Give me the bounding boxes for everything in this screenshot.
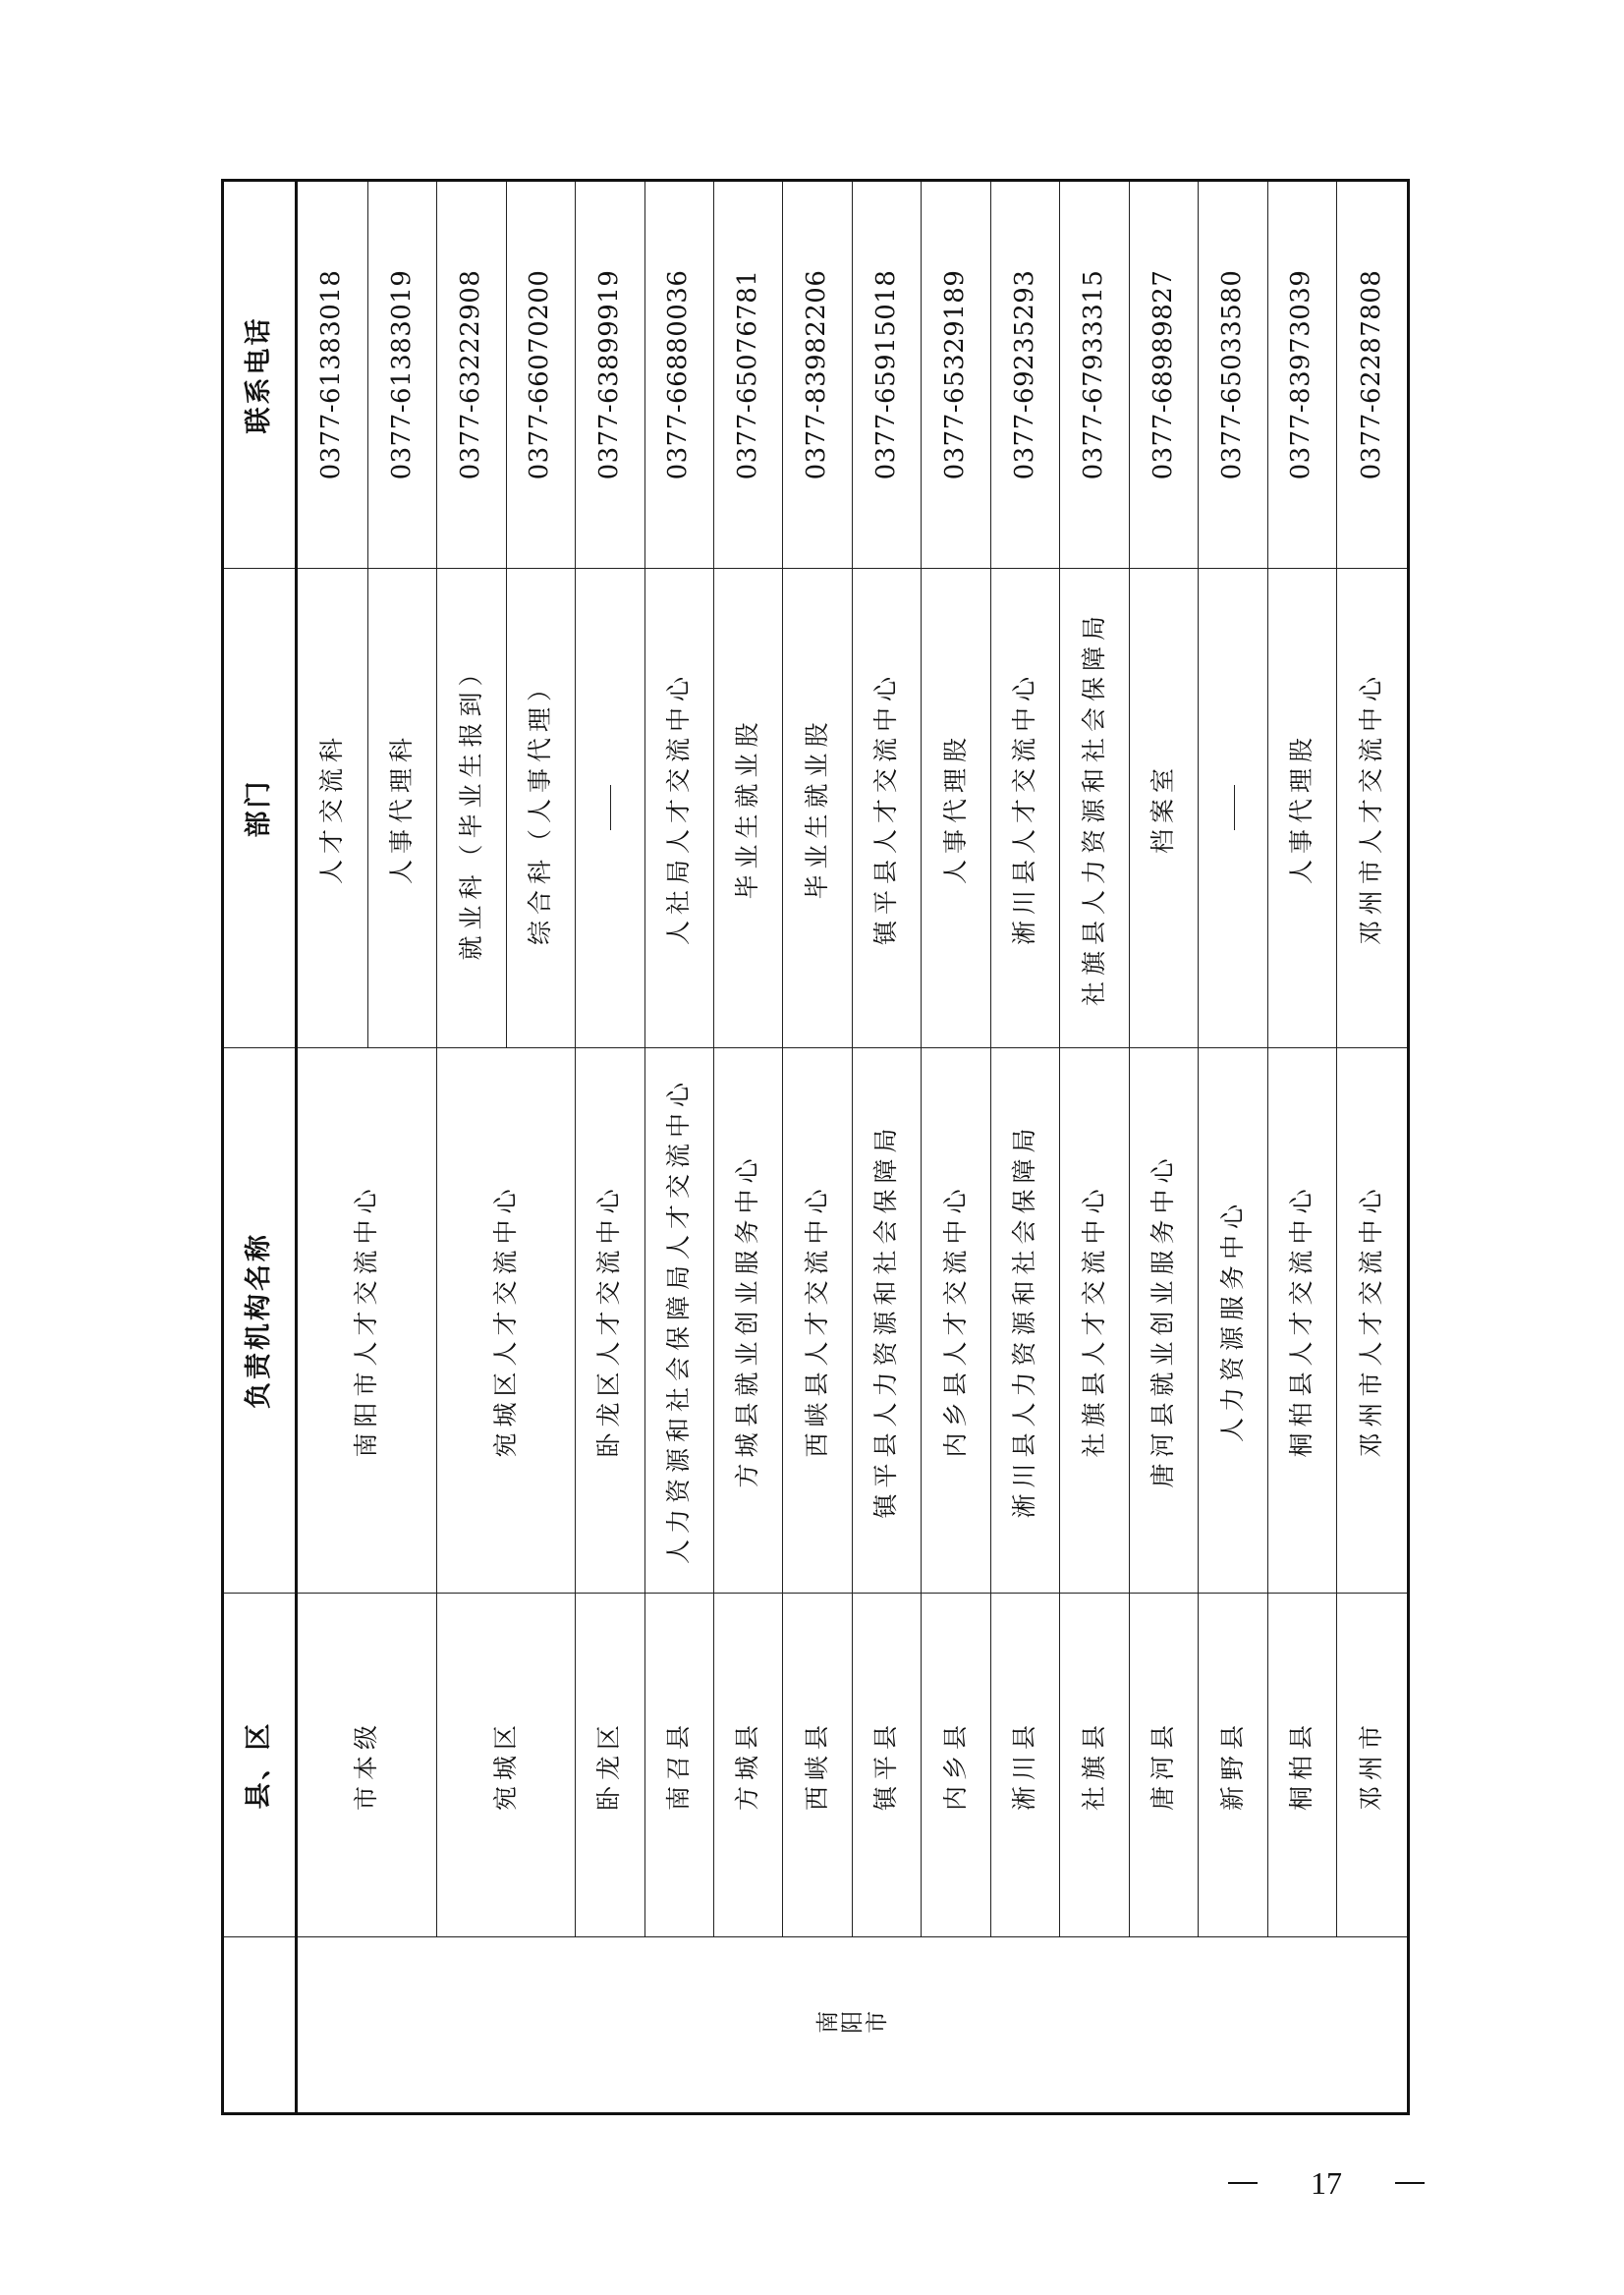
department-cell <box>1199 569 1267 1048</box>
phone-cell: 0377-62287808 <box>1337 181 1409 569</box>
institution-cell: 社旗县人才交流中心 <box>1060 1048 1129 1594</box>
institution-cell: 唐河县就业创业服务中心 <box>1129 1048 1198 1594</box>
county-cell: 市本级 <box>297 1594 437 1937</box>
rotated-table-sheet <box>221 182 1410 2115</box>
institution-cell: 宛城区人才交流中心 <box>437 1048 576 1594</box>
county-cell: 宛城区 <box>437 1594 576 1937</box>
department-cell: 淅川县人才交流中心 <box>990 569 1059 1048</box>
table-row <box>437 181 506 2114</box>
phone-cell: 0377-67933315 <box>1060 181 1129 569</box>
phone-cell: 0377-63222908 <box>437 181 506 569</box>
page-dash-right <box>1395 2182 1425 2184</box>
county-cell: 内乡县 <box>922 1594 990 1937</box>
department-cell: 人社局人才交流中心 <box>644 569 713 1048</box>
county-cell: 新野县 <box>1199 1594 1267 1937</box>
header-department: 部门 <box>223 569 297 1048</box>
phone-cell: 0377-83982206 <box>783 181 852 569</box>
institution-cell: 淅川县人力资源和社会保障局 <box>990 1048 1059 1594</box>
table-row <box>990 181 1059 2114</box>
institution-cell: 南阳市人才交流中心 <box>297 1048 437 1594</box>
department-cell: 人事代理股 <box>922 569 990 1048</box>
phone-cell: 0377-66880036 <box>644 181 713 569</box>
phone-cell: 0377-69235293 <box>990 181 1059 569</box>
city-cell: 南阳市 <box>297 1937 1409 2114</box>
phone-cell: 0377-63899919 <box>576 181 644 569</box>
department-cell: 人事代理股 <box>1267 569 1336 1048</box>
header-city <box>223 1937 297 2114</box>
table-row <box>1199 181 1267 2114</box>
county-cell: 镇平县 <box>852 1594 921 1937</box>
institution-cell: 桐柏县人才交流中心 <box>1267 1048 1336 1594</box>
institution-cell: 人力资源和社会保障局人才交流中心 <box>644 1048 713 1594</box>
table-row <box>922 181 990 2114</box>
phone-cell: 0377-61383019 <box>367 181 436 569</box>
table-row <box>1129 181 1198 2114</box>
department-cell: 综合科（人事代理） <box>506 569 575 1048</box>
phone-cell: 0377-65033580 <box>1199 181 1267 569</box>
department-cell <box>576 569 644 1048</box>
phone-cell: 0377-66070200 <box>506 181 575 569</box>
table-row <box>783 181 852 2114</box>
table-row <box>297 181 368 2114</box>
header-institution: 负责机构名称 <box>223 1048 297 1594</box>
department-cell: 档案室 <box>1129 569 1198 1048</box>
phone-cell: 0377-65329189 <box>922 181 990 569</box>
table-row <box>1060 181 1129 2114</box>
table-row <box>644 181 713 2114</box>
phone-cell: 0377-65915018 <box>852 181 921 569</box>
institution-cell: 卧龙区人才交流中心 <box>576 1048 644 1594</box>
page-number <box>1228 2161 1425 2205</box>
department-cell: 毕业生就业股 <box>783 569 852 1048</box>
county-cell: 唐河县 <box>1129 1594 1198 1937</box>
department-cell: 就业科（毕业生报到） <box>437 569 506 1048</box>
department-cell: 人事代理科 <box>367 569 436 1048</box>
department-cell: 镇平县人才交流中心 <box>852 569 921 1048</box>
county-cell: 南召县 <box>644 1594 713 1937</box>
county-cell: 淅川县 <box>990 1594 1059 1937</box>
county-cell: 桐柏县 <box>1267 1594 1336 1937</box>
phone-cell: 0377-83973039 <box>1267 181 1336 569</box>
county-cell: 西峡县 <box>783 1594 852 1937</box>
table-header-row <box>223 181 297 2114</box>
header-phone: 联系电话 <box>223 181 297 569</box>
department-cell: 人才交流科 <box>297 569 368 1048</box>
table-row <box>714 181 783 2114</box>
table-row <box>576 181 644 2114</box>
county-cell: 方城县 <box>714 1594 783 1937</box>
contact-table <box>221 179 1410 2115</box>
phone-cell: 0377-61383018 <box>297 181 368 569</box>
institution-cell: 镇平县人力资源和社会保障局 <box>852 1048 921 1594</box>
department-cell: 社旗县人力资源和社会保障局 <box>1060 569 1129 1048</box>
institution-cell: 方城县就业创业服务中心 <box>714 1048 783 1594</box>
page-dash-left <box>1228 2182 1258 2184</box>
dash-placeholder <box>610 786 611 831</box>
department-cell: 邓州市人才交流中心 <box>1337 569 1409 1048</box>
institution-cell: 人力资源服务中心 <box>1199 1048 1267 1594</box>
phone-cell: 0377-68989827 <box>1129 181 1198 569</box>
department-cell: 毕业生就业股 <box>714 569 783 1048</box>
table-row <box>1337 181 1409 2114</box>
institution-cell: 邓州市人才交流中心 <box>1337 1048 1409 1594</box>
institution-cell: 西峡县人才交流中心 <box>783 1048 852 1594</box>
county-cell: 社旗县 <box>1060 1594 1129 1937</box>
table-row <box>1267 181 1336 2114</box>
table-row <box>852 181 921 2114</box>
page-number-value: 17 <box>1311 2164 1342 2201</box>
header-county: 县、区 <box>223 1594 297 1937</box>
county-cell: 邓州市 <box>1337 1594 1409 1937</box>
county-cell: 卧龙区 <box>576 1594 644 1937</box>
phone-cell: 0377-65076781 <box>714 181 783 569</box>
institution-cell: 内乡县人才交流中心 <box>922 1048 990 1594</box>
dash-placeholder <box>1234 786 1235 831</box>
